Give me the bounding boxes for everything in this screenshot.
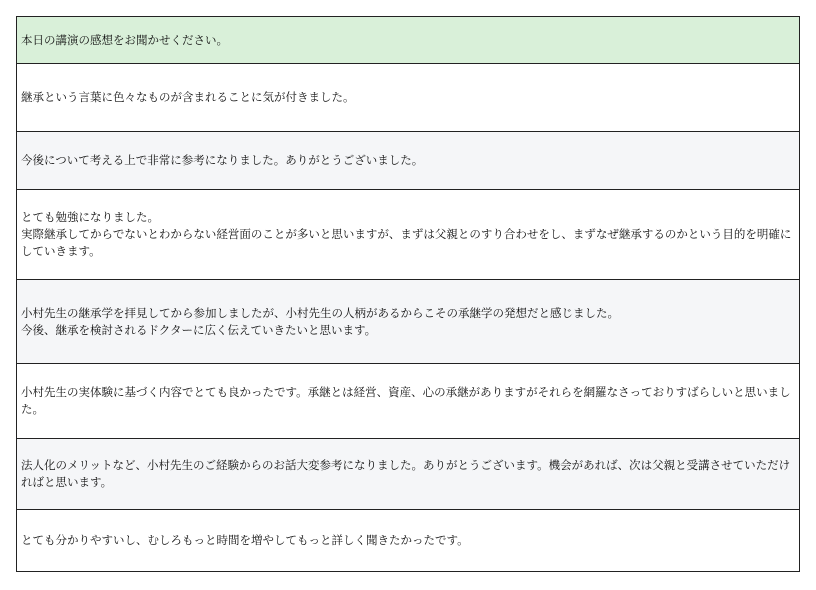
response-row-1 <box>17 63 799 131</box>
question-text: 本日の講演の感想をお聞かせください。 <box>21 32 228 47</box>
response-text: 小村先生の実体験に基づく内容でとても良かったです。承継とは経営、資産、心の承継がありますがそれらを網羅なさっておりすばらしいと思いました。 <box>21 385 791 416</box>
response-row-6 <box>17 438 799 509</box>
response-text: 法人化のメリットなど、小村先生のご経験からのお話大変参考になりました。ありがとうございます。機会があれば、次は父親と受講させていただければと思います。 <box>21 458 791 489</box>
response-row-4 <box>17 279 799 363</box>
response-text: とても分かりやすいし、むしろもっと時間を増やしてもっと詳しく聞きたかったです。 <box>21 533 469 547</box>
response-row-7 <box>17 509 799 571</box>
response-row-3 <box>17 189 799 279</box>
response-text: 小村先生の継承学を拝見してから参加しましたが、小村先生の人柄があるからこその承継学の発想だと感じました。 今後、継承を検討されるドクターに広く伝えていきたいと思います。 <box>21 305 619 337</box>
response-text: 今後について考える上で非常に参考になりました。ありがとうございました。 <box>21 153 424 167</box>
response-row-2 <box>17 131 799 189</box>
response-row-5 <box>17 363 799 438</box>
response-text: とても勉強になりました。 実際継承してからでないとわからない経営面のことが多いと思いますが、まずは父親とのすり合わせをし、まずなぜ継承するのかという目的を明確にしていきます。 <box>21 210 792 258</box>
survey-table <box>16 16 800 572</box>
question-header-row <box>17 17 799 63</box>
response-text: 継承という言葉に色々なものが含まれることに気が付きました。 <box>21 90 355 104</box>
